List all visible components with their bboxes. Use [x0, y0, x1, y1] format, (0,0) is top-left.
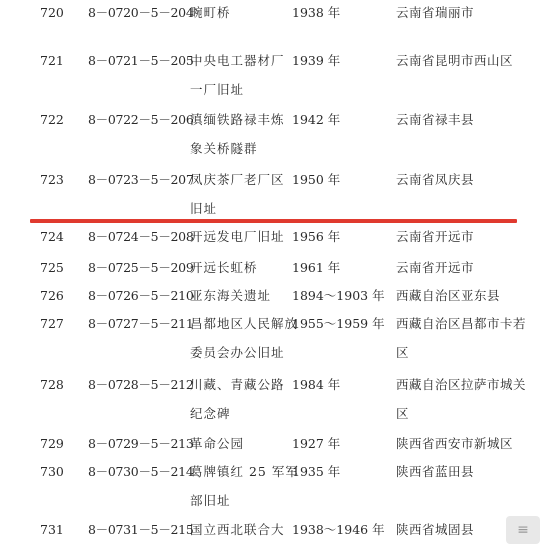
- site-name: 部旧址: [190, 493, 231, 508]
- site-year: 1956 年: [292, 229, 341, 244]
- site-year: 1955～1959 年: [292, 316, 385, 331]
- site-location: 陕西省城固县: [396, 522, 475, 537]
- site-code: 8－0723－5－207: [88, 172, 194, 187]
- row-number: 729: [40, 436, 64, 451]
- site-location: 云南省凤庆县: [396, 172, 475, 187]
- row-number: 725: [40, 260, 64, 275]
- site-code: 8－0724－5－208: [88, 229, 194, 244]
- site-location: 陕西省西安市新城区: [396, 436, 514, 451]
- site-name: 葛牌镇红 25 军军: [190, 464, 299, 479]
- site-code: 8－0729－5－213: [88, 436, 194, 451]
- site-location: 云南省瑞丽市: [396, 5, 475, 20]
- site-name: 滇缅铁路禄丰炼: [190, 112, 285, 127]
- row-number: 721: [40, 53, 64, 68]
- row-number: 722: [40, 112, 64, 127]
- site-year: 1984 年: [292, 377, 341, 392]
- site-location: 云南省开远市: [396, 260, 475, 275]
- site-code: 8－0721－5－205: [88, 53, 194, 68]
- site-year: 1894～1903 年: [292, 288, 385, 303]
- site-year: 1961 年: [292, 260, 341, 275]
- row-number: 723: [40, 172, 64, 187]
- site-year: 1942 年: [292, 112, 341, 127]
- site-location: 区: [396, 406, 410, 421]
- site-name: 象关桥隧群: [190, 141, 258, 156]
- site-location: 西藏自治区拉萨市城关: [396, 377, 527, 392]
- row-number: 728: [40, 377, 64, 392]
- site-name: 畹町桥: [190, 5, 231, 20]
- site-name: 开远发电厂旧址: [190, 229, 285, 244]
- row-number: 726: [40, 288, 64, 303]
- site-location: 西藏自治区亚东县: [396, 288, 501, 303]
- row-number: 730: [40, 464, 64, 479]
- site-code: 8－0730－5－214: [88, 464, 194, 479]
- site-name: 中央电工器材厂: [190, 53, 285, 68]
- site-name: 国立西北联合大: [190, 522, 285, 537]
- site-name: 开远长虹桥: [190, 260, 258, 275]
- site-code: 8－0731－5－215: [88, 522, 194, 537]
- row-number: 724: [40, 229, 64, 244]
- site-location: 陕西省蓝田县: [396, 464, 475, 479]
- site-name: 凤庆茶厂老厂区: [190, 172, 285, 187]
- menu-lines-icon[interactable]: ≡: [506, 516, 540, 544]
- site-year: 1935 年: [292, 464, 341, 479]
- red-highlight-line: [30, 219, 517, 223]
- site-code: 8－0722－5－206: [88, 112, 194, 127]
- site-year: 1927 年: [292, 436, 341, 451]
- site-year: 1939 年: [292, 53, 341, 68]
- site-name: 亚东海关遗址: [190, 288, 272, 303]
- site-location: 云南省昆明市西山区: [396, 53, 514, 68]
- row-number: 720: [40, 5, 64, 20]
- row-number: 731: [40, 522, 64, 537]
- site-location: 云南省开远市: [396, 229, 475, 244]
- site-year: 1938 年: [292, 5, 341, 20]
- site-code: 8－0727－5－211: [88, 316, 194, 331]
- site-name: 纪念碑: [190, 406, 231, 421]
- site-year: 1938～1946 年: [292, 522, 385, 537]
- site-name: 委员会办公旧址: [190, 345, 285, 360]
- site-location: 云南省禄丰县: [396, 112, 475, 127]
- site-year: 1950 年: [292, 172, 341, 187]
- site-location: 西藏自治区昌都市卡若: [396, 316, 527, 331]
- site-code: 8－0720－5－204: [88, 5, 194, 20]
- row-number: 727: [40, 316, 64, 331]
- site-code: 8－0725－5－209: [88, 260, 194, 275]
- site-name: 昌都地区人民解放: [190, 316, 299, 331]
- site-name: 革命公园: [190, 436, 245, 451]
- site-name: 川藏、青藏公路: [190, 377, 285, 392]
- site-code: 8－0728－5－212: [88, 377, 194, 392]
- site-location: 区: [396, 345, 410, 360]
- site-code: 8－0726－5－210: [88, 288, 194, 303]
- site-name: 旧址: [190, 201, 218, 216]
- site-name: 一厂旧址: [190, 82, 245, 97]
